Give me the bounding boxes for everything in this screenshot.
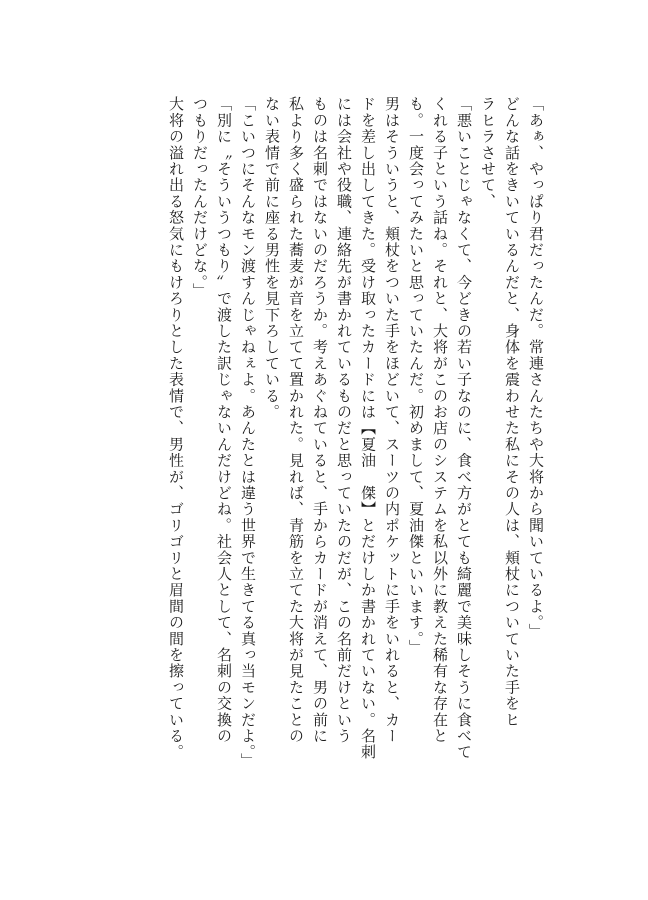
text-line: も。一度会ってみたいと思っていたんだ。初めまして、夏油傑といいます。」	[407, 96, 425, 656]
text-line: ラヒラさせて、	[479, 96, 497, 210]
text-line: 大将の溢れ出る怒気にもけろりとした表情で、男性が、ゴリゴリと眉間の間を擦っている。	[167, 96, 185, 761]
text-line: ドを差し出してきた。受け取ったカードには【夏油 傑】とだけしか書かれていない。名刺	[359, 96, 377, 761]
text-line: 私より多く盛られた蕎麦が音を立てて置かれた。見れば、青筋を立てた大将が見たことの	[287, 96, 305, 744]
text-line: ない表情で前に座る男性を見下ろしている。	[263, 96, 281, 420]
text-line: 「こいつにそんなモン渡すんじゃねぇよ。あんたとは違う世界で生きてる真っ当モンだよ。」	[239, 96, 257, 769]
text-line: 「別に〝そういうつもり〟で渡した訳じゃないんだけどね。社会人として、名刺の交換の	[215, 96, 233, 744]
text-line: 「あぁ、やっぱり君だったんだ。常連さんたちや大将から聞いているよ。」	[527, 96, 545, 640]
text-line: どんな話をきいているんだと、身体を震わせた私にその人は、頬杖についていた手をヒ	[503, 96, 521, 728]
text-line: には会社や役職、連絡先が書かれているものだと思っていたのだが、この名前だけという	[335, 96, 353, 744]
text-line: 「悪いことじゃなくて、今どきの若い子なのに、食べ方がとても綺麗で美味しそうに食べて	[455, 96, 473, 761]
text-line: くれる子という話ね。それと、大将がこのお店のシステムを私以外に教えた稀有な存在と	[431, 96, 449, 744]
text-line: つもりだったんだけどな。」	[191, 96, 209, 300]
vertical-text-body	[88, 96, 548, 816]
text-line: ものは名刺ではないのだろうか。考えあぐねていると、手からカードが消えて、男の前に	[311, 96, 329, 744]
text-line: 男はそういうと、頬杖をついた手をほどいて、スーツの内ポケットに手をいれると、カー	[383, 96, 401, 744]
